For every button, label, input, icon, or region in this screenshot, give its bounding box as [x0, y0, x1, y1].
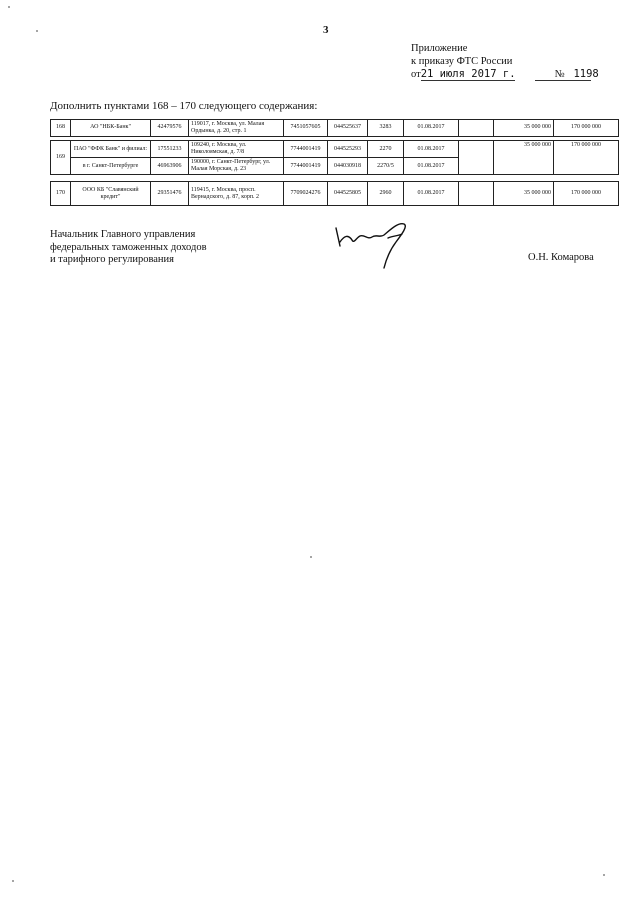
amount-total: 170 000 000 [554, 141, 619, 175]
bank-name: ООО КБ "Славянский кредит" [71, 182, 151, 206]
scan-speck [603, 874, 605, 876]
branch-bik-code: 044030918 [328, 158, 368, 175]
entry-block-168 [50, 119, 601, 137]
branch-effective-date: 01.08.2017 [404, 158, 459, 175]
appendix-title: Приложение [411, 43, 468, 54]
entry-number: 169 [51, 141, 71, 175]
extra-cell [459, 120, 494, 137]
entry-table [50, 119, 619, 137]
okpo-code: 42479576 [151, 120, 189, 137]
effective-date: 01.08.2017 [404, 120, 459, 137]
scan-speck [8, 6, 10, 8]
handwritten-signature [332, 218, 422, 273]
scan-speck [12, 880, 14, 882]
amount-single: 35 000 000 [494, 120, 554, 137]
effective-date: 01.08.2017 [404, 182, 459, 206]
scan-speck [36, 30, 38, 32]
bik-code: 044525805 [328, 182, 368, 206]
bank-address: 119415, г. Москва, просп. Вернадского, д. 87, корп. 2 [189, 182, 284, 206]
bik-code: 044525637 [328, 120, 368, 137]
bank-name: АО "НБК-Банк" [71, 120, 151, 137]
okpo-code: 17551233 [151, 141, 189, 158]
bank-name: ПАО "ФФК Банк" и филиал: [71, 141, 151, 158]
date-prefix: от [411, 69, 421, 80]
date-value: 21 июля 2017 г. [420, 68, 516, 80]
entry-number: 168 [51, 120, 71, 137]
branch-registration-number: 2270/5 [368, 158, 404, 175]
extra-cell [459, 141, 494, 175]
bank-address: 109240, г. Москва, ул. Николоямская, д. 7/8 [189, 141, 284, 158]
bank-address: 119017, г. Москва, ул. Малая Ордынка, д. 20, стр. 1 [189, 120, 284, 137]
number-prefix: № [554, 69, 565, 80]
entry-block-169 [50, 140, 601, 175]
entry-number: 170 [51, 182, 71, 206]
branch-inn-code: 7744001419 [284, 158, 328, 175]
entry-block-170 [50, 181, 601, 206]
effective-date: 01.08.2017 [404, 141, 459, 158]
number-value: 1198 [573, 68, 599, 80]
table-row [51, 120, 619, 137]
signatory-title-line: Начальник Главного управления [50, 229, 196, 240]
okpo-code: 29351476 [151, 182, 189, 206]
branch-name: в г. Санкт-Петербурге [71, 158, 151, 175]
entry-table [50, 140, 619, 175]
date-underline [421, 80, 515, 81]
registration-number: 2270 [368, 141, 404, 158]
signatory-name: О.Н. Комарова [528, 252, 594, 263]
scan-speck [310, 556, 312, 558]
table-row [51, 182, 619, 206]
amount-total: 170 000 000 [554, 182, 619, 206]
intro-text: Дополнить пунктами 168 – 170 следующего содержания: [50, 100, 318, 112]
registration-number: 3283 [368, 120, 404, 137]
inn-code: 7451057605 [284, 120, 328, 137]
inn-code: 7709024276 [284, 182, 328, 206]
branch-okpo-code: 46963906 [151, 158, 189, 175]
registration-number: 2960 [368, 182, 404, 206]
inn-code: 7744001419 [284, 141, 328, 158]
number-underline [535, 80, 591, 81]
amount-total: 170 000 000 [554, 120, 619, 137]
signatory-title-line: федеральных таможенных доходов [50, 241, 207, 253]
entry-table [50, 181, 619, 206]
amount-single: 35 000 000 [494, 182, 554, 206]
page-number: 3 [323, 24, 329, 36]
signatory-title-line: и тарифного регулирования [50, 254, 174, 266]
amount-single: 35 000 000 [494, 141, 554, 175]
table-row [51, 141, 619, 158]
bik-code: 044525293 [328, 141, 368, 158]
appendix-date-line [411, 69, 599, 81]
extra-cell [459, 182, 494, 206]
signatory-title [50, 229, 207, 267]
appendix-order-ref: к приказу ФТС России [411, 56, 513, 67]
branch-address: 190000, г. Санкт-Петербург, ул. Малая Морская, д. 23 [189, 158, 284, 175]
